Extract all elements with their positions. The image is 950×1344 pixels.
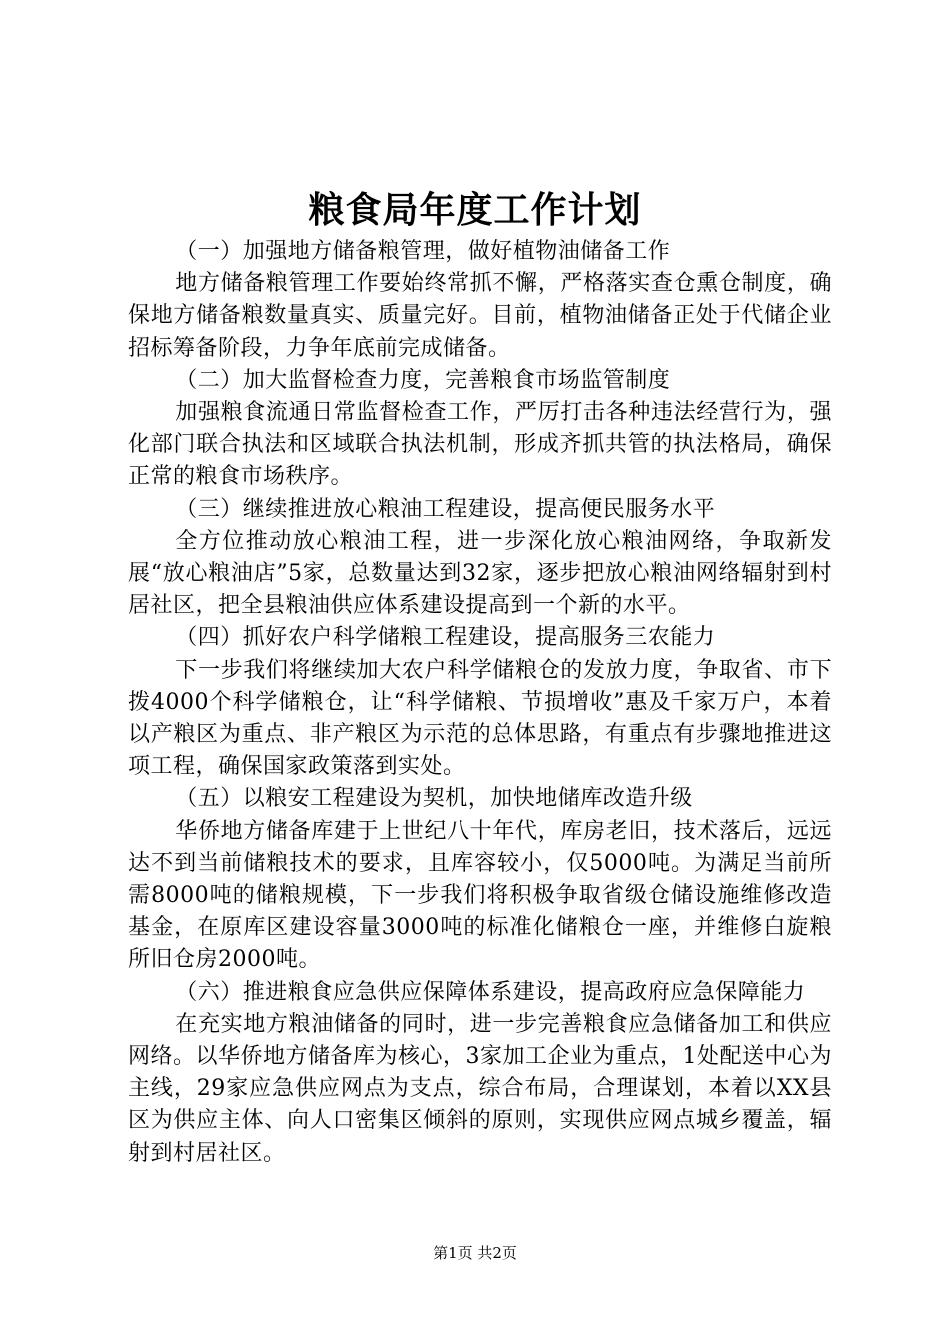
section-heading-5: （五）以粮安工程建设为契机，加快地储库改造升级	[175, 786, 693, 812]
section-heading-1: （一）加强地方储备粮管理，做好植物油储备工作	[175, 239, 671, 264]
section-paragraph-4: 下一步我们将继续加大农户科学储粮仓的发放力度，争取省、市下拨4000个科学储粮仓，让“科学储粮、节损增收”惠及千家万户，本着以产粮区为重点、非产粮区为示范的总体思路，有重点有步骤地推进这项工程，确保国家政策落到实处。	[128, 657, 832, 780]
section-heading-4: （四）抓好农户科学储粮工程建设，提高服务三农能力	[175, 625, 716, 651]
section-paragraph-3: 全方位推动放心粮油工程，进一步深化放心粮油网络，争取新发展“放心粮油店”5家，总数量达到32家，逐步把放心粮油网络辐射到村居社区，把全县粮油供应体系建设提高到一个新的水平。	[128, 528, 832, 619]
document-body	[128, 236, 832, 1170]
section-paragraph-2: 加强粮食流通日常监督检查工作，严厉打击各种违法经营行为，强化部门联合执法和区域联合执法机制，形成齐抓共管的执法格局，确保正常的粮食市场秩序。	[128, 400, 832, 490]
section-paragraph-1: 地方储备粮管理工作要始终常抓不懈，严格落实查仓熏仓制度，确保地方储备粮数量真实、质量完好。目前，植物油储备正处于代储企业招标筹备阶段，力争年底前完成储备。	[128, 271, 832, 361]
page-number-footer: 第1页 共2页	[433, 1244, 517, 1262]
section-heading-2: （二）加大监督检查力度，完善粮食市场监管制度	[175, 367, 671, 393]
section-heading-6: （六）推进粮食应急供应保障体系建设，提高政府应急保障能力	[175, 979, 806, 1005]
document-title: 粮食局年度工作计划	[308, 189, 642, 231]
section-heading-3: （三）继续推进放心粮油工程建设，提高便民服务水平	[175, 496, 716, 522]
section-paragraph-5: 华侨地方储备库建于上世纪八十年代，库房老旧，技术落后，远远达不到当前储粮技术的要求，且库容较小，仅5000吨。为满足当前所需8000吨的储粮规模，下一步我们将积极争取省级仓储设施维修改造基金，在原库区建设容量3000吨的标准化储粮仓一座，并维修白旋粮所旧仓房2000吨。	[128, 818, 832, 973]
section-paragraph-6: 在充实地方粮油储备的同时，进一步完善粮食应急储备加工和供应网络。以华侨地方储备库为核心，3家加工企业为重点，1处配送中心为主线，29家应急供应网点为支点，综合布局，合理谋划，本着以XX县区为供应主体、向人口密集区倾斜的原则，实现供应网点城乡覆盖，辐射到村居社区。	[128, 1011, 832, 1166]
